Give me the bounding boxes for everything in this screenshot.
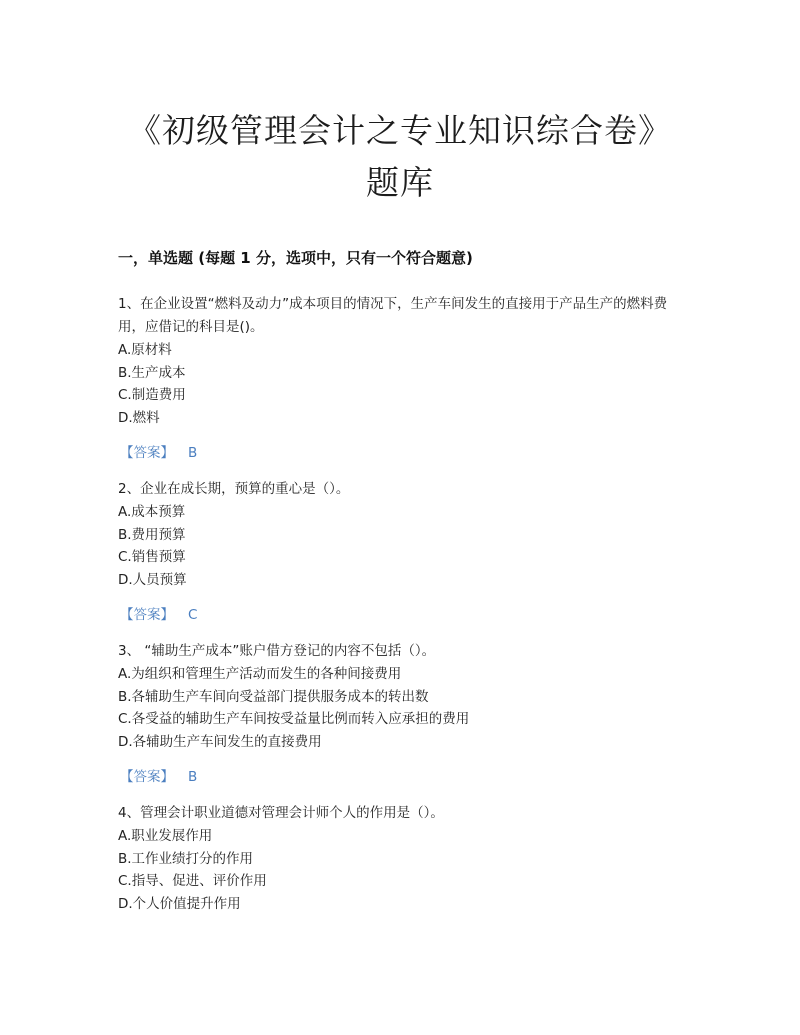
question-2 [118, 478, 688, 626]
question-3 [118, 640, 688, 788]
option-c: C.制造费用 [118, 387, 186, 403]
answer-label: 【答案】 [120, 445, 174, 461]
question-stem: 4、管理会计职业道德对管理会计师个人的作用是（）。 [118, 805, 444, 821]
option-d: D.燃料 [118, 409, 160, 426]
option-a: A.原材料 [118, 342, 172, 358]
option-c: C.各受益的辅助生产车间按受益量比例而转入应承担的费用 [118, 711, 470, 727]
option-b: B.生产成本 [118, 364, 186, 381]
option-b: B.费用预算 [118, 526, 186, 543]
answer-line [118, 766, 688, 788]
answer-value: C [188, 607, 198, 623]
option-d: D.个人价值提升作用 [118, 895, 241, 912]
question-stem: 2、企业在成长期，预算的重心是（）。 [118, 481, 350, 497]
question-stem: 3、 “辅助生产成本”账户借方登记的内容不包括（）。 [118, 643, 436, 659]
option-d: D.人员预算 [118, 571, 187, 588]
question-stem: 1、在企业设置“燃料及动力”成本项目的情况下，生产车间发生的直接用于产品生产的燃料费用，应借记的科目是()。 [118, 296, 668, 335]
option-d: D.各辅助生产车间发生的直接费用 [118, 733, 322, 750]
question-1 [118, 293, 688, 464]
answer-label: 【答案】 [120, 607, 174, 623]
option-b: B.各辅助生产车间向受益部门提供服务成本的转出数 [118, 688, 429, 705]
option-a: A.职业发展作用 [118, 828, 213, 844]
answer-value: B [188, 445, 198, 461]
question-4 [118, 802, 688, 915]
section-heading: 一，单选题 (每题 1 分，选项中，只有一个符合题意) [118, 249, 473, 267]
option-c: C.指导、促进、评价作用 [118, 873, 267, 889]
option-a: A.为组织和管理生产活动而发生的各种间接费用 [118, 666, 402, 682]
answer-line [118, 604, 688, 626]
answer-value: B [188, 769, 198, 785]
document-title-subtitle: 题库 [366, 163, 434, 202]
answer-line [118, 442, 688, 464]
option-a: A.成本预算 [118, 504, 186, 520]
option-b: B.工作业绩打分的作用 [118, 850, 254, 867]
document-title: 《初级管理会计之专业知识综合卷》 [128, 111, 672, 150]
option-c: C.销售预算 [118, 549, 186, 565]
answer-label: 【答案】 [120, 769, 174, 785]
